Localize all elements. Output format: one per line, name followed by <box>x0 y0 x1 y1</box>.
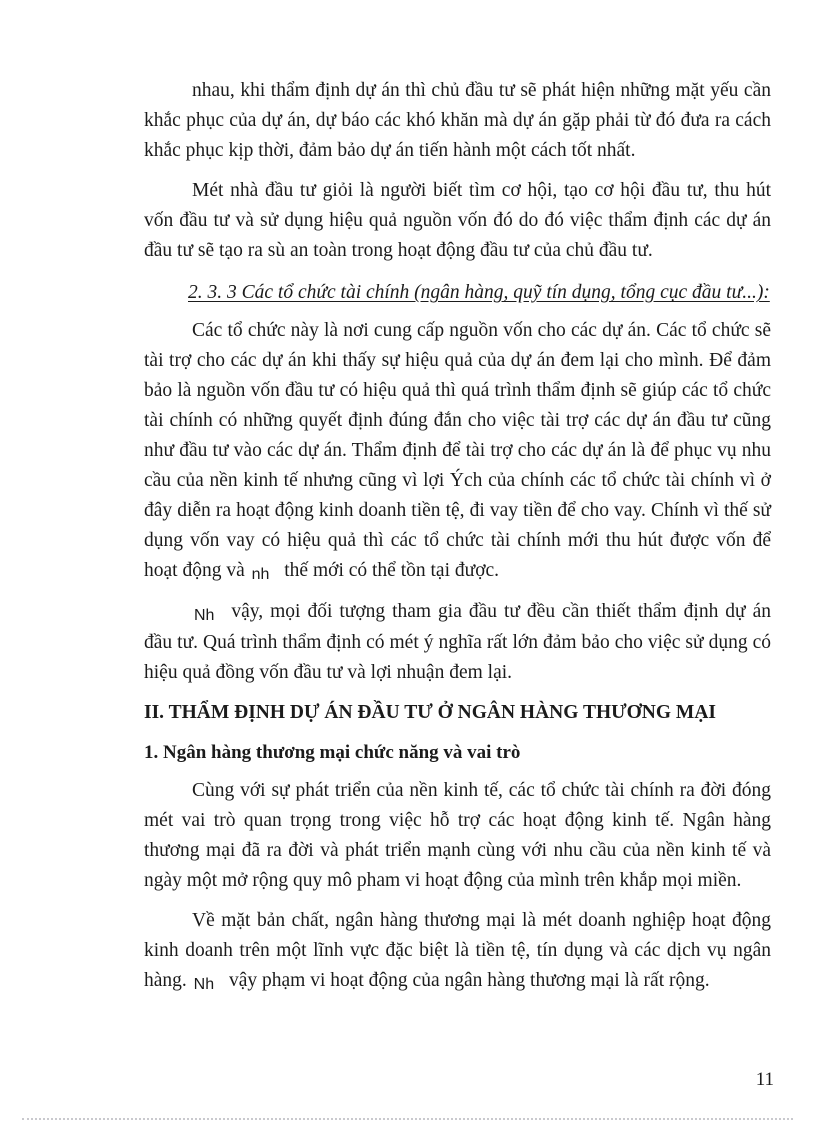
paragraph-2: Mét nhà đầu tư giỏi là người biết tìm cơ hội, tạo cơ hội đầu tư, thu hút vốn đầu tư và sử dụng hiệu quả nguồn vốn đó do đó việc thẩm định các dự án đầu tư sẽ tạo ra sù an toàn trong hoạt động đầu tư của chủ đầu tư. <box>144 180 771 261</box>
section-heading-ii: II. THẨM ĐỊNH DỰ ÁN ĐẦU TƯ Ở NGÂN HÀNG THƯƠNG MẠI <box>144 702 717 723</box>
paragraph-3-text-before: Các tổ chức này là nơi cung cấp nguồn vốn cho các dự án. Các tổ chức sẽ tài trợ cho các dự án khi thấy sự hiệu quả của dự án đem lại cho mình. Để đảm bảo là nguồn vốn đầu tư có hiệu quả thì quá trình thẩm định sẽ giúp các tổ chức tài chính có những quyết định đúng đắn cho việc tài trợ các dự án đầu tư cũng như đầu tư vào các dự án. Thẩm định để tài trợ cho các dự án là để phục vụ nhu cầu của nền kinh tế nhưng cũng vì lợi Ých của chính các tổ chức tài chính vì ở đây diễn ra hoạt động kinh doanh tiền tệ, đi vay tiền để cho vay. Chính vì thế sử dụng vốn vay có hiệu quả thì các tổ chức tài chính mới thu hút được vốn để hoạt động và <box>144 320 771 581</box>
section-heading-2-3-3 <box>144 278 771 308</box>
paragraph-4-font-artifact: Nh <box>194 607 215 624</box>
paragraph-4 <box>144 597 771 688</box>
paragraph-6-font-artifact: Nh <box>193 976 215 993</box>
subsection-heading-1: 1. Ngân hàng thương mại chức năng và vai trò <box>144 742 521 763</box>
footer-dotted-line <box>22 1118 793 1120</box>
paragraph-4-text: vậy, mọi đối tượng tham gia đầu tư đều cần thiết thẩm định dự án đầu tư. Quá trình thẩm định có mét ý nghĩa rất lớn đảm bảo cho việc sử dụng có hiệu quả đồng vốn đầu tư và lợi nhuận đem lại. <box>144 601 771 683</box>
paragraph-3-font-artifact: nh <box>251 566 270 583</box>
paragraph-6-text-after: vậy phạm vi hoạt động của ngân hàng thương mại là rất rộng. <box>224 970 710 991</box>
page-number: 11 <box>755 1069 774 1090</box>
paragraph-1: nhau, khi thẩm định dự án thì chủ đầu tư sẽ phát hiện những mặt yếu cần khắc phục của dự án, dự báo các khó khăn mà dự án gặp phải từ đó đưa ra cách khắc phục kịp thời, đảm bảo dự án tiến hành một cách tốt nhất. <box>144 80 771 161</box>
paragraph-6-text-before: Về mặt bản chất, ngân hàng thương mại là mét doanh nghiệp hoạt động kinh doanh trên một lĩnh vực đặc biệt là tiền tệ, tín dụng và các dịch vụ ngân hàng. <box>144 910 771 991</box>
paragraph-6 <box>144 906 771 997</box>
document-content <box>144 76 771 1007</box>
paragraph-3 <box>144 316 771 587</box>
section-heading-2-3-3-text: 2. 3. 3 Các tổ chức tài chính (ngân hàng, quỹ tín dụng, tổng cục đầu tư...): <box>188 282 770 303</box>
paragraph-3-text-after: thế mới có thể tồn tại được. <box>279 560 500 581</box>
paragraph-5: Cùng với sự phát triển của nền kinh tế, các tổ chức tài chính ra đời đóng mét vai trò quan trọng trong việc hỗ trợ các hoạt động kinh tế. Ngân hàng thương mại đã ra đời và phát triển mạnh cùng với nhu cầu của nền kinh tế và ngày một mở rộng quy mô pham vi hoạt động của mình trên khắp mọi miền. <box>144 780 771 891</box>
